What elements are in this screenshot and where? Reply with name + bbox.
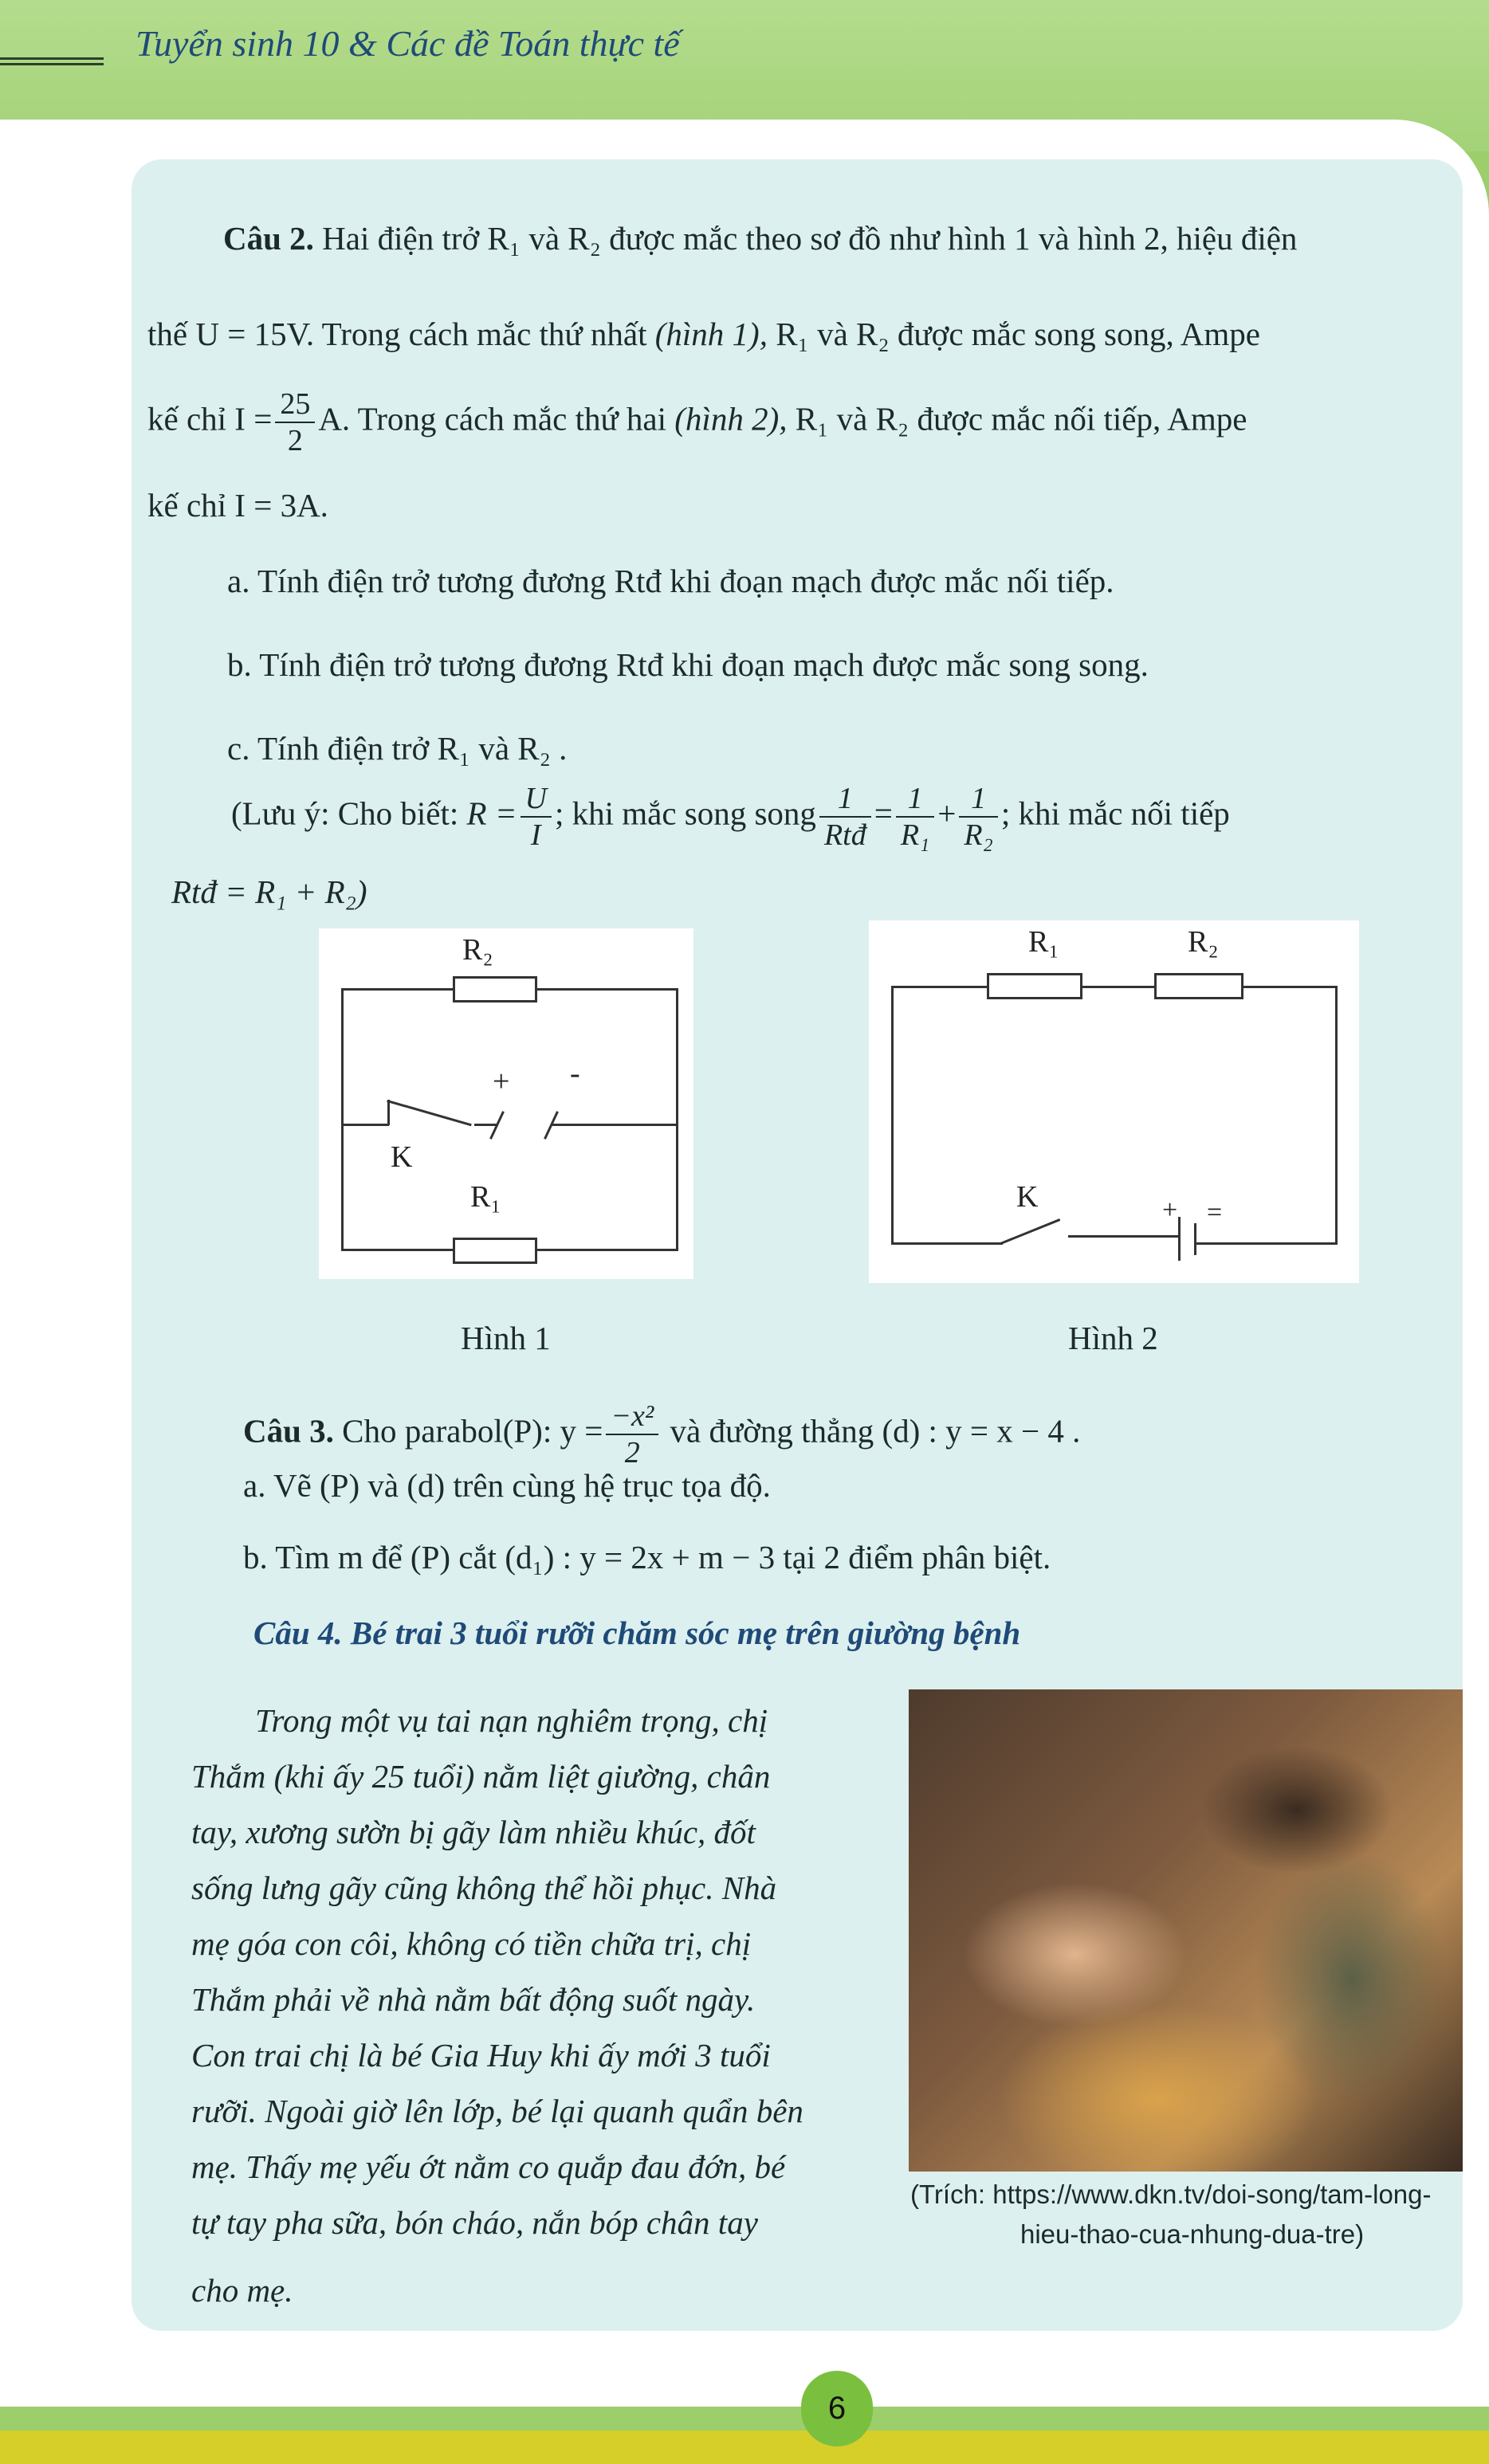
frac-num-1b: 1 (896, 781, 934, 818)
circuit-hinh1 (319, 928, 693, 1279)
circuit2-r2-label: R₂ (1188, 925, 1219, 959)
cau2-line3 (147, 386, 1247, 458)
circuit1-r1-label: R₁ (470, 1180, 501, 1214)
cau2-note: (Lưu ý: Cho biết: R = $\frac{U}{I}$ ; khi mắc song song $\frac{1}{\text{Rtđ}}$ = $\frac{1}{\text{R₁}}$ + $\frac{1}{\text{R₂}}$ ; khi mắc nối tiếp (231, 782, 1230, 852)
cau2-line3-c: R₁ và R₂ được mắc nối tiếp, Ampe (795, 400, 1247, 437)
frac-num-1c: 1 (959, 781, 997, 818)
resistor-r1 (453, 1238, 537, 1264)
fraction-1-Rtd (819, 781, 871, 853)
cau4-line-7: rưỡi. Ngoài giờ lên lớp, bé lại quanh quẩn bên (191, 2093, 803, 2129)
cau4-line-8: mẹ. Thấy mẹ yếu ớt nằm co quắp đau đớn, bé (191, 2148, 786, 2185)
fraction-x2-2 (606, 1399, 658, 1470)
header-title: Tuyển sinh 10 & Các đề Toán thực tế (136, 23, 680, 64)
cau2-line2 (147, 315, 1260, 353)
wire-bottom-left-2 (891, 1242, 1003, 1245)
cau2-item-c: c. Tính điện trở R₁ và R₂ . (227, 730, 568, 767)
cau2-line1-text: Hai điện trở R₁ và R₂ được mắc theo sơ đồ như hình 1 và hình 2, hiệu điện (322, 220, 1298, 257)
circuit2-r1-label: R₁ (1028, 925, 1059, 959)
photo-caption-line1: (Trích: https://www.dkn.tv/doi-song/tam-long- (910, 2180, 1432, 2209)
circuit1-r2-label: R₂ (462, 933, 493, 967)
battery-plus-label: + (493, 1065, 510, 1098)
cau2-line3-b: A. Trong cách mắc thứ hai (318, 400, 667, 437)
cau3-label: Câu 3. (243, 1412, 334, 1450)
frac-num-1: 1 (819, 781, 871, 818)
battery-minus-label-2: = (1207, 1198, 1223, 1227)
wire-mid-right (552, 1124, 678, 1126)
cau2-line3-a: kế chỉ I = (147, 400, 273, 437)
battery-plus-label-2: + (1162, 1195, 1178, 1225)
note-R: R = (466, 795, 517, 832)
wire-left (341, 988, 344, 1251)
frac-den-2: 2 (624, 1436, 640, 1469)
cau4-line-0: Trong một vụ tai nạn nghiêm trọng, chị (255, 1702, 768, 1739)
cau4-line-3: sống lưng gãy cũng không thể hồi phục. Nhà (191, 1870, 777, 1906)
switch-post (387, 1100, 390, 1125)
cau4-line-4: mẹ góa con côi, không có tiền chữa trị, chị (191, 1925, 752, 1962)
battery-minus-label: - (570, 1057, 580, 1090)
photo-caption-line2: hieu-thao-cua-nhung-dua-tre) (1020, 2219, 1365, 2249)
cau4-line-1: Thắm (khi ấy 25 tuổi) nằm liệt giường, chân (191, 1758, 771, 1795)
cau2-line1 (223, 219, 1297, 257)
cau4-title: Câu 4. Bé trai 3 tuổi rưỡi chăm sóc mẹ trên giường bệnh (253, 1615, 1021, 1651)
cau2-note-line2: Rtđ = R₁ + R₂) (171, 873, 367, 910)
battery-long-plate (1178, 1217, 1181, 1261)
cau2-line2-a: thế U = 15V. Trong cách mắc thứ nhất (147, 316, 647, 352)
fraction-1-R2 (959, 781, 997, 853)
switch-blade-2 (1000, 1218, 1060, 1245)
resistor-r1-2 (987, 973, 1082, 999)
resistor-r2-2 (1154, 973, 1243, 999)
cau4-line-9: tự tay pha sữa, bón cháo, nắn bóp chân tay (191, 2204, 758, 2241)
bottom-strip (0, 2431, 1489, 2464)
cau3-item-a: a. Vẽ (P) và (d) trên cùng hệ trục tọa độ. (243, 1467, 771, 1504)
fraction-25-2 (275, 386, 315, 458)
wire-left-2 (891, 986, 894, 1245)
wire-top-2 (891, 986, 1338, 988)
switch-k-label: K (391, 1140, 413, 1174)
wire-right-2 (1335, 986, 1338, 1245)
cau2-item-b: b. Tính điện trở tương đương Rtđ khi đoạn mạch được mắc song song. (227, 646, 1149, 683)
frac-den-Rtd: Rtđ (823, 818, 866, 852)
cau2-line2-b: R₁ và R₂ được mắc song song, Ampe (776, 316, 1260, 352)
wire-mid-left (341, 1124, 389, 1126)
switch-k-label-2: K (1016, 1180, 1039, 1214)
caption-hinh2: Hình 2 (1068, 1320, 1158, 1356)
note-intro: (Lưu ý: Cho biết: (231, 795, 459, 832)
frac-num: 25 (275, 386, 315, 423)
frac-num-x2: −x² (606, 1399, 658, 1435)
cau4-line-6: Con trai chị là bé Gia Huy khi ấy mới 3 tuổi (191, 2037, 771, 2074)
frac-den-I: I (530, 818, 541, 852)
fraction-U-I (521, 781, 552, 853)
circuit-hinh2 (869, 920, 1359, 1283)
battery-short-plate (1194, 1223, 1196, 1255)
switch-blade (387, 1100, 472, 1126)
header-rule (0, 57, 104, 65)
frac-den: 2 (287, 424, 303, 457)
note-parallel: ; khi mắc song song (554, 795, 816, 832)
cau3-text-a: Cho parabol(P): y = (342, 1412, 603, 1450)
frac-den-R2: R₂ (964, 818, 993, 852)
cau2-line3-italic: (hình 2), (674, 400, 788, 437)
cau2-line2-italic: (hình 1), (654, 316, 768, 352)
wire-bottom-right-2 (1194, 1242, 1338, 1245)
cau2-label: Câu 2. (223, 220, 314, 257)
cau2-line4: kế chỉ I = 3A. (147, 487, 328, 524)
wire-bottom-mid-2 (1068, 1235, 1180, 1238)
note-series: ; khi mắc nối tiếp (1000, 795, 1230, 832)
photo-boy-caring-mother (909, 1689, 1463, 2172)
cau3-item-b: b. Tìm m để (P) cắt (d₁) : y = 2x + m − 3 tại 2 điểm phân biệt. (243, 1539, 1051, 1575)
resistor-r2 (453, 976, 537, 1002)
cau4-line-2: tay, xương sườn bị gãy làm nhiều khúc, đốt (191, 1814, 756, 1850)
cau4-line-10: cho mẹ. (191, 2272, 293, 2309)
cau3-text-b: và đường thẳng (d) : y = x − 4 . (670, 1412, 1081, 1450)
frac-den-R1: R₁ (900, 818, 930, 852)
cau2-item-a: a. Tính điện trở tương đương Rtđ khi đoạn mạch được mắc nối tiếp. (227, 563, 1114, 599)
caption-hinh1: Hình 1 (461, 1320, 551, 1356)
page-number: 6 (801, 2371, 873, 2446)
cau4-line-5: Thắm phải về nhà nằm bất động suốt ngày. (191, 1981, 756, 2018)
frac-num-U: U (521, 781, 552, 818)
wire-right (676, 988, 678, 1251)
fraction-1-R1 (896, 781, 934, 853)
cau3-line (243, 1399, 1080, 1470)
